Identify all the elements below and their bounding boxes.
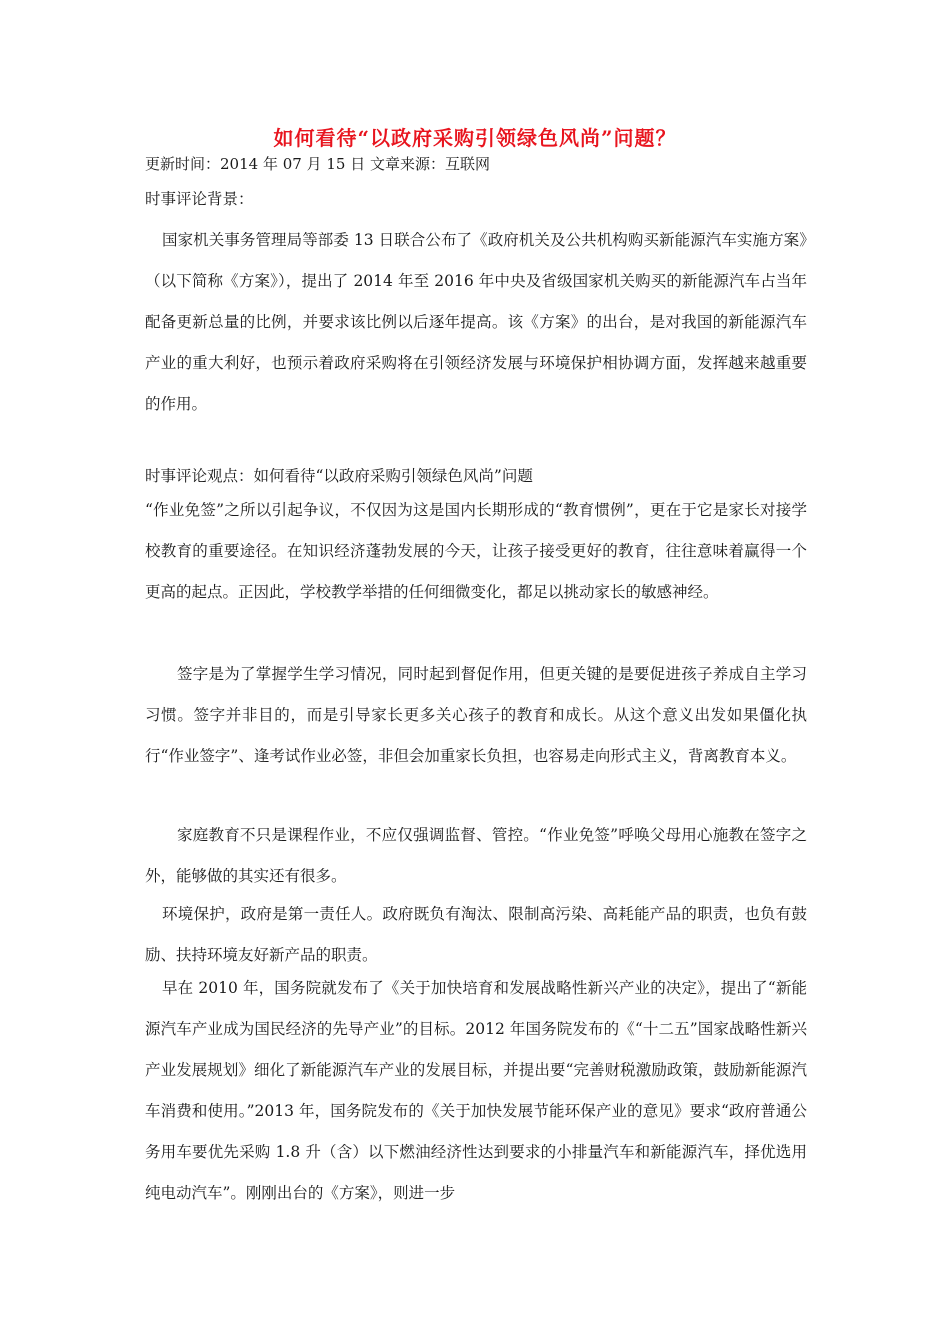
paragraph-6: 早在 2010 年，国务院就发布了《关于加快培育和发展战略性新兴产业的决定》，提出了“新能源汽车产业成为国民经济的先导产业”的目标。2012 年国务院发布的《“十二五”国家战略性新兴产业发展规划》细化了新能源汽车产业的发展目标，并提出要“完善财税激励政策，鼓励新能源汽车消费和使用。”2013 年，国务院发布的《关于加快发展节能环保产业的意见》要求“政府普通公务用车要优先采购 1.8 升（含）以下燃油经济性达到要求的小排量汽车和新能源汽车，择优选用纯电动汽车”。刚刚出台的《方案》，则进一步 [145, 979, 807, 1202]
page-title: 如何看待“以政府采购引领绿色风尚”问题？ [273, 126, 677, 150]
article-meta: 更新时间：2014 年 07 月 15 日 文章来源：互联网 [145, 155, 490, 173]
paragraph-2: “作业免签”之所以引起争议，不仅因为这是国内长期形成的“教育惯例”，更在于它是家长对接学校教育的重要途径。在知识经济蓬勃发展的今天，让孩子接受更好的教育，往往意味着赢得一个更高的起点。正因此，学校教学举措的任何细微变化，都足以挑动家长的敏感神经。 [145, 501, 807, 601]
paragraph-5: 环境保护，政府是第一责任人。政府既负有淘汰、限制高污染、高耗能产品的职责，也负有鼓励、扶持环境友好新产品的职责。 [145, 905, 807, 964]
paragraph-4: 家庭教育不只是课程作业，不应仅强调监督、管控。“作业免签”呼唤父母用心施教在签字之外，能够做的其实还有很多。 [145, 826, 807, 885]
paragraph-background: 国家机关事务管理局等部委 13 日联合公布了《政府机关及公共机构购买新能源汽车实施方案》（以下简称《方案》），提出了 2014 年至 2016 年中央及省级国家机关购买的新能源汽车占当年配备更新总量的比例，并要求该比例以后逐年提高。该《方案》的出台，是对我国的新能源汽车产业的重大利好，也预示着政府采购将在引领经济发展与环境保护相协调方面，发挥越来越重要的作用。 [145, 231, 807, 413]
background-label: 时事评论背景： [145, 190, 254, 208]
paragraph-3: 签字是为了掌握学生学习情况，同时起到督促作用，但更关键的是要促进孩子养成自主学习习惯。签字并非目的，而是引导家长更多关心孩子的教育和成长。从这个意义出发如果僵化执行“作业签字”、逢考试作业必签，非但会加重家长负担，也容易走向形式主义，背离教育本义。 [145, 665, 807, 765]
viewpoint-label: 时事评论观点：如何看待“以政府采购引领绿色风尚”问题 [145, 467, 533, 485]
